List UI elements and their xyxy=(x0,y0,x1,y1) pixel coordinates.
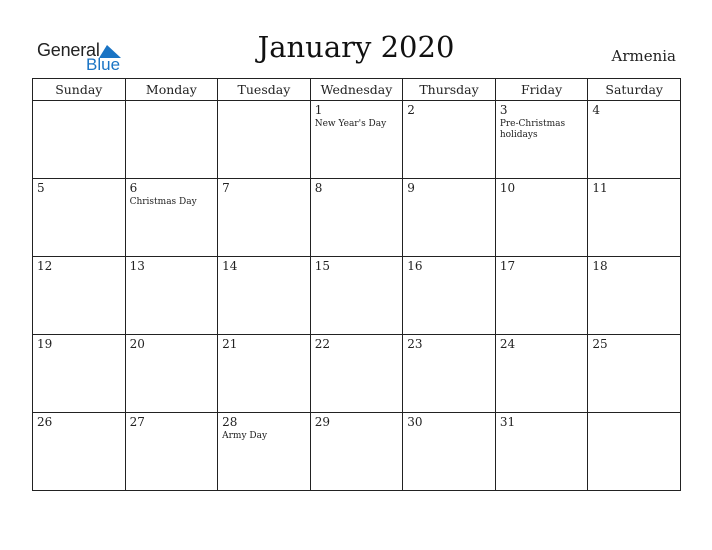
holiday-label: Pre-Christmas holidays xyxy=(499,119,566,140)
holiday-label xyxy=(403,273,495,275)
day-number: 12 xyxy=(37,259,53,273)
day-cell xyxy=(310,413,403,491)
day-number: 18 xyxy=(592,259,608,273)
weekday-header: Thursday xyxy=(403,79,496,101)
holiday-label xyxy=(126,104,218,106)
holiday-label xyxy=(588,351,680,353)
holiday-label xyxy=(126,273,218,275)
day-number: 8 xyxy=(314,181,323,195)
day-cell xyxy=(495,257,588,335)
holiday-label xyxy=(403,429,495,431)
brand-name-general: General xyxy=(37,40,100,60)
weekday-header: Monday xyxy=(125,79,218,101)
day-cell xyxy=(588,413,681,491)
holiday-label xyxy=(33,429,125,431)
day-cell xyxy=(495,335,588,413)
weekday-header: Saturday xyxy=(588,79,681,101)
holiday-label xyxy=(126,351,218,353)
holiday-label xyxy=(588,117,680,119)
day-number: 4 xyxy=(592,103,601,117)
day-number: 24 xyxy=(499,337,516,351)
day-number: 30 xyxy=(407,415,423,429)
day-number: 14 xyxy=(222,259,238,273)
day-cell xyxy=(495,101,588,179)
weekday-header: Sunday xyxy=(33,79,126,101)
day-cell xyxy=(33,257,126,335)
day-cell xyxy=(495,179,588,257)
day-number: 19 xyxy=(37,337,53,351)
day-number: 28 xyxy=(222,415,238,429)
day-number: 13 xyxy=(129,259,145,273)
day-number: 5 xyxy=(37,181,45,195)
holiday-label xyxy=(496,351,588,353)
holiday-label xyxy=(218,195,310,197)
holiday-label: Army Day xyxy=(222,431,268,441)
day-cell xyxy=(495,413,588,491)
day-cell xyxy=(403,101,496,179)
day-cell xyxy=(33,179,126,257)
day-number: 23 xyxy=(407,337,423,351)
holiday-label xyxy=(311,351,403,353)
day-number: 17 xyxy=(499,259,516,273)
weekday-header-row xyxy=(33,79,681,101)
day-cell xyxy=(403,257,496,335)
holiday-label xyxy=(311,273,403,275)
day-number: 25 xyxy=(592,337,608,351)
week-row xyxy=(33,179,681,257)
day-number: 27 xyxy=(129,415,145,429)
holiday-label xyxy=(403,351,495,353)
weekday-header: Wednesday xyxy=(310,79,403,101)
day-cell xyxy=(310,257,403,335)
day-cell xyxy=(33,413,126,491)
holiday-label: Christmas Day xyxy=(129,197,197,207)
day-number: 15 xyxy=(314,259,330,273)
holiday-label xyxy=(33,195,125,197)
day-cell xyxy=(403,335,496,413)
day-number: 6 xyxy=(129,181,138,195)
holiday-label xyxy=(33,104,125,106)
weekday-header: Tuesday xyxy=(218,79,311,101)
day-cell xyxy=(218,179,311,257)
day-cell xyxy=(125,101,218,179)
weekday-header: Friday xyxy=(495,79,588,101)
week-row xyxy=(33,101,681,179)
day-cell xyxy=(125,257,218,335)
holiday-label xyxy=(403,195,495,197)
holiday-label xyxy=(218,273,310,275)
holiday-label xyxy=(403,117,495,119)
day-number: 1 xyxy=(314,103,323,117)
day-cell xyxy=(218,335,311,413)
day-cell xyxy=(588,257,681,335)
day-number: 7 xyxy=(222,181,230,195)
holiday-label xyxy=(33,351,125,353)
day-number: 22 xyxy=(314,337,330,351)
holiday-label xyxy=(311,429,403,431)
week-row xyxy=(33,413,681,491)
day-cell xyxy=(310,179,403,257)
day-cell xyxy=(218,101,311,179)
holiday-label xyxy=(126,429,218,431)
day-number: 2 xyxy=(407,103,415,117)
week-row xyxy=(33,257,681,335)
day-cell xyxy=(218,257,311,335)
day-number: 16 xyxy=(407,259,423,273)
holiday-label xyxy=(588,195,680,197)
day-number: 10 xyxy=(499,181,516,195)
day-cell xyxy=(33,101,126,179)
holiday-label xyxy=(218,104,310,106)
day-number: 9 xyxy=(407,181,415,195)
day-cell xyxy=(403,179,496,257)
day-cell xyxy=(588,101,681,179)
holiday-label xyxy=(588,416,680,418)
day-number: 3 xyxy=(499,103,508,117)
holiday-label xyxy=(496,273,588,275)
holiday-label xyxy=(496,429,588,431)
calendar-grid xyxy=(32,78,681,491)
holiday-label xyxy=(496,195,588,197)
country-name: Armenia xyxy=(611,47,676,65)
day-cell xyxy=(310,335,403,413)
day-number: 21 xyxy=(222,337,238,351)
day-cell xyxy=(125,335,218,413)
day-cell xyxy=(588,335,681,413)
day-cell xyxy=(218,413,311,491)
day-cell xyxy=(125,179,218,257)
holiday-label xyxy=(218,351,310,353)
holiday-label xyxy=(33,273,125,275)
day-number: 20 xyxy=(129,337,145,351)
day-number: 26 xyxy=(37,415,53,429)
day-cell xyxy=(403,413,496,491)
day-cell xyxy=(310,101,403,179)
day-cell xyxy=(588,179,681,257)
calendar-title: January 2020 xyxy=(257,30,455,64)
day-number: 29 xyxy=(314,415,330,429)
brand-name-blue: Blue xyxy=(86,55,121,74)
day-cell xyxy=(125,413,218,491)
holiday-label: New Year's Day xyxy=(314,119,387,129)
day-number: 31 xyxy=(499,415,516,429)
day-number: 11 xyxy=(592,181,608,195)
week-row xyxy=(33,335,681,413)
day-cell xyxy=(33,335,126,413)
holiday-label xyxy=(588,273,680,275)
holiday-label xyxy=(311,195,403,197)
